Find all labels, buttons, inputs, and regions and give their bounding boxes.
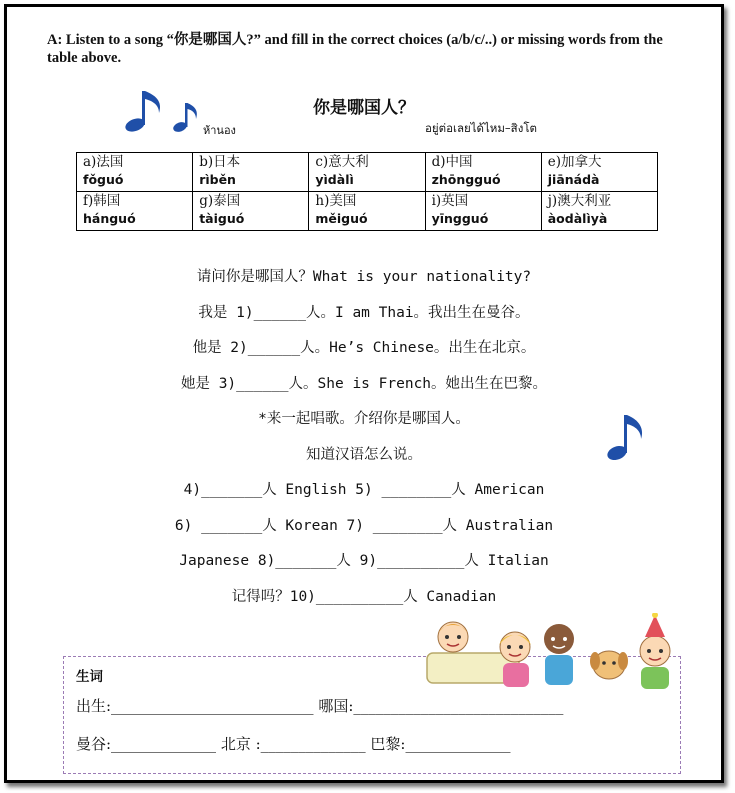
choice-cell [193,192,309,231]
choice-pinyin: yìdàlì [315,172,354,187]
choice-label: j)澳大利亚 [547,193,612,209]
choice-pinyin: àodàlìyà [547,211,608,226]
choice-cell [77,192,193,231]
worksheet [4,4,724,783]
choice-cell [425,153,541,192]
vocabulary-row-2: 曼谷:______________ 北京 :______________ 巴黎:______________ [76,735,511,753]
question-line: 请问你是哪国人？What is your nationality? [196,269,532,285]
choice-pinyin: hánguó [83,211,136,226]
choice-pinyin: tàiguó [199,211,245,226]
table-row [77,192,658,231]
choice-cell [425,192,541,231]
choice-label: g)泰国 [199,193,241,209]
fill-in-line-6-7: 6) _______人 Korean 7) ________人 Australian [174,518,554,534]
song-title: 你是哪国人？ [313,98,415,118]
choice-cell [193,153,309,192]
choice-cell [541,192,657,231]
choice-cell [309,153,425,192]
choice-label: b)日本 [199,154,241,170]
fill-in-line-8-9: Japanese 8)_______人 9)__________人 Italian [179,553,549,569]
choices-table [76,152,658,231]
know-chinese-line: 知道汉语怎么说。 [306,447,422,463]
choice-label: a)法国 [83,154,124,170]
choice-label: f)韩国 [83,193,121,209]
choice-pinyin: měiguó [315,211,368,226]
instructions: A: Listen to a song “你是哪国人?” and fill in the correct choices (a/b/c/..) or missing words from the table above. [47,32,663,66]
choice-pinyin: yīngguó [431,211,489,226]
fill-in-line-10: 记得吗？10)__________人 Canadian [231,589,497,605]
thai-caption-left: ห้านอง [203,124,236,137]
children-illustration [423,613,683,695]
choice-label: c)意大利 [315,154,369,170]
fill-in-line-2: 他是 2)______人。He’s Chinese。出生在北京。 [192,340,536,356]
choice-pinyin: rìběn [199,172,236,187]
choice-label: h)美国 [315,193,357,209]
table-row [77,153,658,192]
choice-cell [541,153,657,192]
choice-pinyin: fǒguó [83,172,124,187]
choice-cell [309,192,425,231]
fill-in-line-4-5: 4)_______人 English 5) ________人 American [183,482,545,498]
fill-in-line-3: 她是 3)______人。She is French。她出生在巴黎。 [180,376,548,392]
fill-in-line-1: 我是 1)______人。I am Thai。我出生在曼谷。 [198,305,530,321]
vocabulary-row-1: 出生:___________________________ 哪国:____________________________ [76,697,564,715]
choice-pinyin: zhōngguó [431,172,501,187]
vocabulary-title: 生词 [76,669,103,685]
choice-cell [77,153,193,192]
choice-label: i)英国 [431,193,469,209]
choice-label: e)加拿大 [547,154,602,170]
choice-pinyin: jiānádà [547,172,600,187]
thai-caption-right: อยู่ต่อเลยได้ไหม–สิงโต [425,121,537,135]
choice-label: d)中国 [431,154,473,170]
sing-along-line: *来一起唱歌。介绍你是哪国人。 [258,411,470,427]
